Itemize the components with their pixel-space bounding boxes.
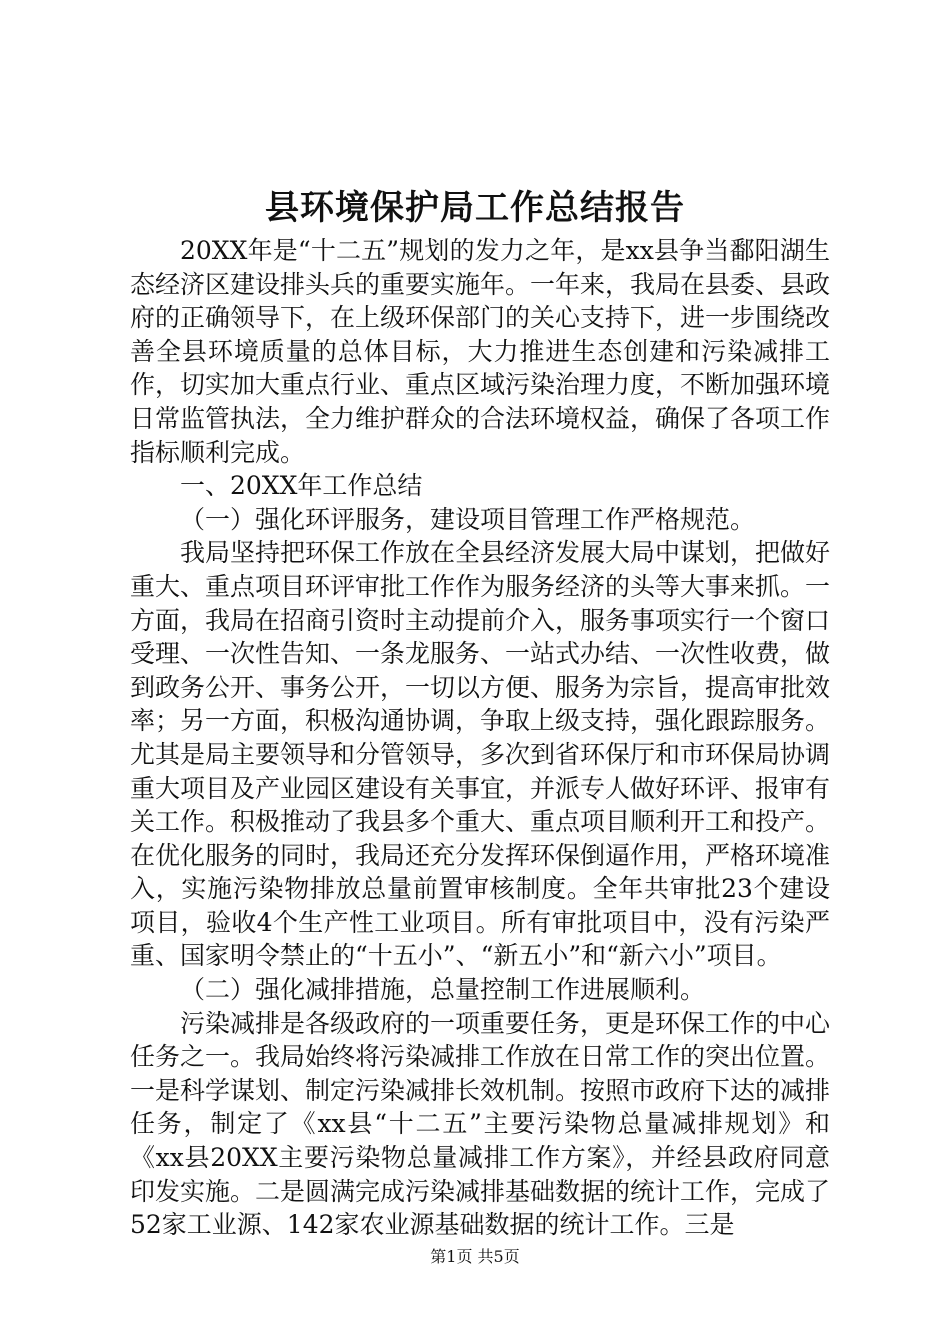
- paragraph-eia-service: 我局坚持把环保工作放在全县经济发展大局中谋划，把做好重大、重点项目环评审批工作作为服务经济的头等大事来抓。一方面，我局在招商引资时主动提前介入，服务事项实行一个窗口受理、一次性告知、一条龙服务、一站式办结、一次性收费，做到政务公开、事务公开，一切以方便、服务为宗旨，提高审批效率；另一方面，积极沟通协调，争取上级支持，强化跟踪服务。尤其是局主要领导和分管领导，多次到省环保厅和市环保局协调重大项目及产业园区建设有关事宜，并派专人做好环评、报审有关工作。积极推动了我县多个重大、重点项目顺利开工和投产。在优化服务的同时，我局还充分发挥环保倒逼作用，严格环境准入，实施污染物排放总量前置审核制度。全年共审批23个建设项目，验收4个生产性工业项目。所有审批项目中，没有污染严重、国家明令禁止的“十五小”、“新五小”和“新六小”项目。: [130, 538, 831, 971]
- page-footer: 第1页 共5页: [430, 1247, 520, 1266]
- subsection-heading-1: （一）强化环评服务，建设项目管理工作严格规范。: [180, 504, 756, 534]
- document-body: [130, 234, 830, 1242]
- paragraph-intro: 20XX年是“十二五”规划的发力之年，是xx县争当鄱阳湖生态经济区建设排头兵的重要实施年。一年来，我局在县委、县政府的正确领导下，在上级环保部门的关心支持下，进一步围绕改善全县环境质量的总体目标，大力推进生态创建和污染减排工作，切实加大重点行业、重点区域污染治理力度，不断加强环境日常监管执法，全力维护群众的合法环境权益，确保了各项工作指标顺利完成。: [130, 236, 831, 467]
- subsection-heading-2: （二）强化减排措施，总量控制工作进展顺利。: [180, 975, 706, 1005]
- section-heading: 一、20XX年工作总结: [180, 471, 423, 501]
- paragraph-emission-reduction: 污染减排是各级政府的一项重要任务，更是环保工作的中心任务之一。我局始终将污染减排工作放在日常工作的突出位置。一是科学谋划、制定污染减排长效机制。按照市政府下达的减排任务，制定了《xx县“十二五”主要污染物总量减排规划》和《xx县20XX主要污染物总量减排工作方案》，并经县政府同意印发实施。二是圆满完成污染减排基础数据的统计工作，完成了52家工业源、142家农业源基础数据的统计工作。三是: [130, 1008, 831, 1240]
- document-title: 县环境保护局工作总结报告: [265, 188, 685, 228]
